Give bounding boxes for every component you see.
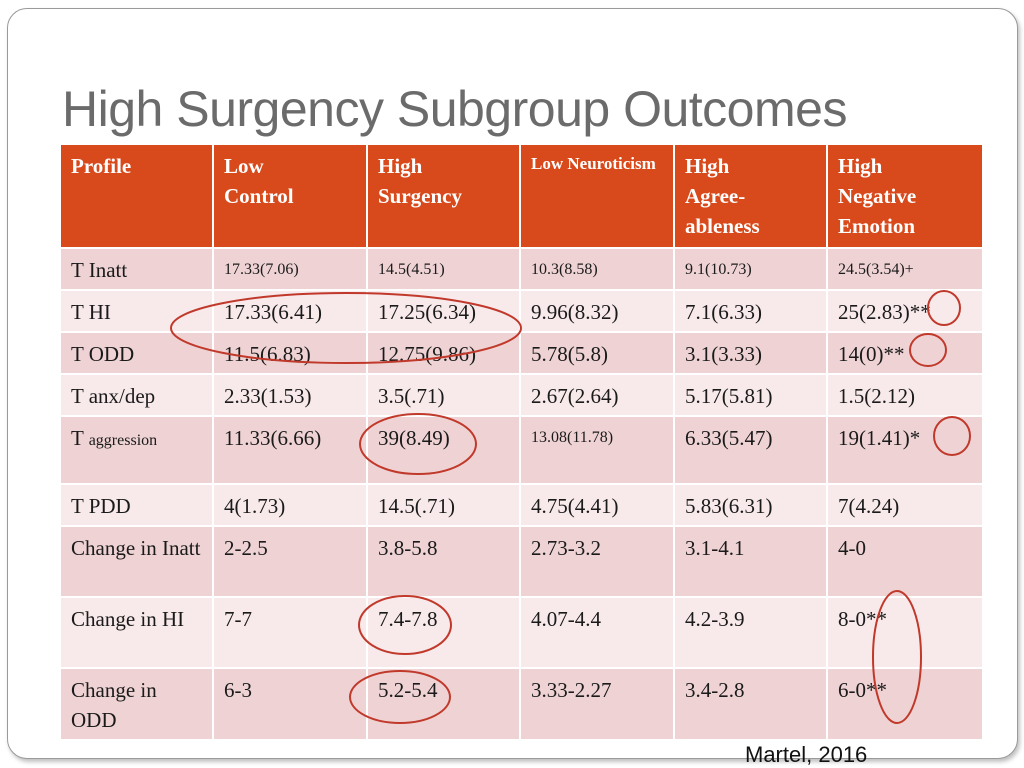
row-label: Change in ODD [60,668,213,740]
table-cell: 11.33(6.66) [213,416,367,484]
table-cell: 2.73-3.2 [520,526,674,597]
table-cell: 2.33(1.53) [213,374,367,416]
header-high-agreeableness: High Agree-ableness [674,144,827,248]
table-cell: 14(0)** [827,332,983,374]
table-cell: 5.78(5.8) [520,332,674,374]
row-label: Change in Inatt [60,526,213,597]
table-cell: 3.33-2.27 [520,668,674,740]
row-label: T HI [60,290,213,332]
table-cell: 3.1(3.33) [674,332,827,374]
table-row [60,416,983,484]
table-cell: 4.07-4.4 [520,597,674,668]
table-cell: 2.67(2.64) [520,374,674,416]
table-cell: 1.5(2.12) [827,374,983,416]
table-cell: 6.33(5.47) [674,416,827,484]
table-cell: 11.5(6.83) [213,332,367,374]
table-cell: 5.17(5.81) [674,374,827,416]
row-label [60,416,213,484]
table-cell: 7-7 [213,597,367,668]
table-cell: 10.3(8.58) [520,248,674,290]
table-cell: 5.83(6.31) [674,484,827,526]
header-high-surgency: High Surgency [367,144,520,248]
header-profile: Profile [60,144,213,248]
table-cell: 25(2.83)** [827,290,983,332]
header-low-control: Low Control [213,144,367,248]
row-label: T ODD [60,332,213,374]
table-cell: 6-0** [827,668,983,740]
row-label-prefix: T [71,426,89,450]
table-cell: 17.33(6.41) [213,290,367,332]
citation: Martel, 2016 [745,742,868,767]
table-cell: 6-3 [213,668,367,740]
table-cell: 3.1-4.1 [674,526,827,597]
table-cell: 3.8-5.8 [367,526,520,597]
table-cell: 39(8.49) [367,416,520,484]
table-cell: 8-0** [827,597,983,668]
table-cell: 9.1(10.73) [674,248,827,290]
table-cell: 4(1.73) [213,484,367,526]
table-cell: 7.4-7.8 [367,597,520,668]
table-cell: 7(4.24) [827,484,983,526]
table-cell: 5.2-5.4 [367,668,520,740]
table-cell: 7.1(6.33) [674,290,827,332]
table-cell: 2-2.5 [213,526,367,597]
table-cell: 14.5(4.51) [367,248,520,290]
table-row [60,332,983,374]
table-cell: 14.5(.71) [367,484,520,526]
table-cell: 17.33(7.06) [213,248,367,290]
header-high-negative-emotion: High Negative Emotion [827,144,983,248]
table-header-row [60,144,983,248]
table-row [60,290,983,332]
table-cell: 12.75(9.86) [367,332,520,374]
row-label: T anx/dep [60,374,213,416]
table-cell: 4.75(4.41) [520,484,674,526]
table-cell: 3.5(.71) [367,374,520,416]
table-row [60,597,983,668]
table-cell: 24.5(3.54)+ [827,248,983,290]
table-cell: 4-0 [827,526,983,597]
row-label: T Inatt [60,248,213,290]
table-cell: 17.25(6.34) [367,290,520,332]
table-row [60,374,983,416]
row-label: Change in HI [60,597,213,668]
table-cell: 3.4-2.8 [674,668,827,740]
table-row [60,526,983,597]
table-cell: 4.2-3.9 [674,597,827,668]
table-cell: 9.96(8.32) [520,290,674,332]
table-cell: 19(1.41)* [827,416,983,484]
outcomes-table [59,143,984,741]
row-label: T PDD [60,484,213,526]
table-row [60,248,983,290]
table-row [60,668,983,740]
row-label-small: aggression [88,432,158,449]
header-low-neuroticism: Low Neuroticism [520,144,674,248]
table-row [60,484,983,526]
table-cell: 13.08(11.78) [520,416,674,484]
slide-title: High Surgency Subgroup Outcomes [62,81,847,137]
